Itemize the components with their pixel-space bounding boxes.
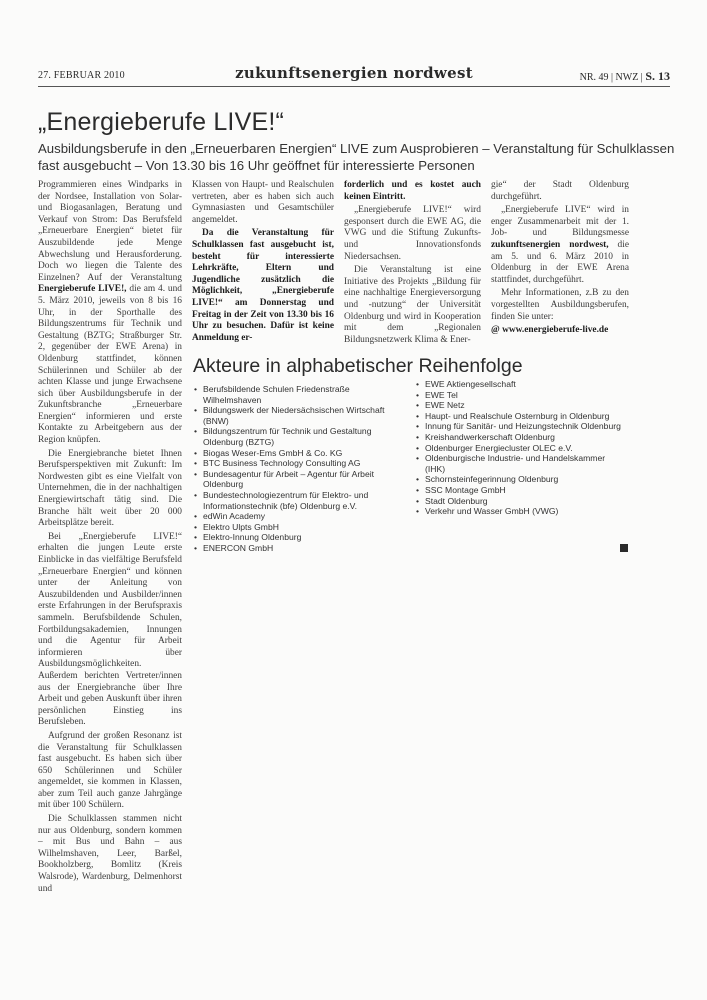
paragraph [491,205,629,286]
list-item: • Kreishandwerkerschaft Oldenburg [415,432,625,443]
text: die am 4. und 5. März 2010, jeweils von 8 bis 16 Uhr, in der Sporthalle des Bildungszentrums für Technik und Gestaltung (BZTG; Straßburger Str. 2, gegenüber der EWE Arena) in Oldenburg stattfindet, können Schülerinnen und Schüler ab der achten Klasse und junge Erwachsene sich über Ausbildungsberufe in der Zukunftsbranche „Erneuerbare Energien“ informieren und erste Kontakte zu Arbeitgebern aus der Region knüpfen. [38,284,182,446]
list-item: • Oldenburgische Industrie- und Handelskammer (IHK) [415,453,625,474]
paragraph: Bei „Energieberufe LIVE!“ erhalten die jungen Leute erste Einblicke in das vielfältige Berufsfeld „Erneuerbare Energien“ und können unter der Anleitung von Auszubildenden und Ausbilder/innen erste Erfahrungen in der Berufspraxis sammeln. Berufsbildende Schulen, Fortbildungsakademien, Innungen und die Agentur für Arbeit informieren über Ausbildungsmöglichkeiten. Außerdem berichten Vertreter/innen aus der Energiebranche über Ihre Arbeit und geben Auskunft über ihren persönlichen Einstieg ins Berufsleben. [38,531,182,728]
article-column-4 [491,180,629,339]
bold-paragraph [192,228,334,344]
list-item: • edWin Academy [193,511,408,522]
bold-text: Energieberufe LIVE!, [38,284,127,295]
list-item: • Elektro Ulpts GmbH [193,522,408,533]
text: „Energieberufe LIVE“ wird in enger Zusammenarbeit mit der 1. Job- und Bildungsmesse [491,205,629,239]
list-item: • BTC Business Technology Consulting AG [193,458,408,469]
bold-paragraph [344,180,481,203]
list-item: • Bundesagentur für Arbeit – Agentur für Arbeit Oldenburg [193,469,408,490]
bold-text: Da die Veranstaltung für Schulklassen fast ausgebucht ist, besteht für interessierte Lehrkräfte, Eltern und Jugendliche zusätzlich die Möglichkeit, „Energieberufe LIVE!“ am Donnerstag und Freitag in der Zeit von 13.30 bis 16 Uhr zu besuchen. Dafür ist keine Anmeldung er- [192,228,334,343]
list-item: • Verkehr und Wasser GmbH (VWG) [415,506,625,517]
text: die am 5. und 6. März 2010 in Oldenburg in der EWE Arena stattfindet, durchgeführt. [491,239,629,285]
issue-info [580,69,670,84]
list-item: • Oldenburger Energiecluster OLEC e.V. [415,443,625,454]
list-item: • Stadt Oldenburg [415,496,625,507]
paragraph: Die Schulklassen stammen nicht nur aus Oldenburg, sondern kommen – mit Bus und Bahn – aus Wilhelmshaven, Leer, Barßel, Bookholzberg, Bomlitz (Kreis Walsrode), Wardenburg, Delmenhorst und [38,814,182,894]
list-item: • EWE Aktiengesellschaft [415,379,625,390]
akteure-heading: Akteure in alphabetischer Reihenfolge [193,355,523,377]
bold-text: forderlich und es kostet auch keinen Eintritt. [344,180,481,202]
article-column-2 [192,180,334,346]
list-item: • ENERCON GmbH [193,543,408,554]
paragraph: Die Energiebranche bietet Ihnen Berufsperspektiven mit Zukunft: Im Nordwesten gibt es eine Vielfalt von Unternehmen, die in der nachhaltigen Energiewirtschaft tätig sind. Die Branche hält weit über 20 000 Arbeitsplätze bereit. [38,448,182,529]
list-item: • Bundestechnologiezentrum für Elektro- und Informationstechnik (bfe) Oldenburg e.V. [193,490,408,511]
list-item: • Bildungszentrum für Technik und Gestaltung Oldenburg (BZTG) [193,426,408,447]
list-item: • SSC Montage GmbH [415,485,625,496]
website-link[interactable]: @ www.energieberufe-live.de [491,325,609,336]
page-header [38,66,670,84]
masthead: zukunftsenergien nordwest [235,64,473,82]
article-headline: „Energieberufe LIVE!“ [38,108,284,136]
article-column-3 [344,180,481,348]
paragraph: Klassen von Haupt- und Realschulen vertreten, aber es haben sich auch Gymnasiasten und Gesamtschüler angemeldet. [192,180,334,225]
list-item: • EWE Netz [415,400,625,411]
end-of-article-mark [620,544,628,552]
paragraph: gie“ der Stadt Oldenburg durchgeführt. [491,180,629,202]
list-item: • Elektro-Innung Oldenburg [193,532,408,543]
article-subhead: Ausbildungsberufe in den „Erneuerbaren Energien“ LIVE zum Ausprobieren – Veranstaltung für Schulklassen fast ausgebucht – Von 13.30 bis 16 Uhr geöffnet für interessierte Personen [38,141,675,173]
paragraph: Die Veranstaltung ist eine Initiative des Projekts „Bildung für eine nachhaltige Energieversorgung und -nutzung“ der Universität Oldenburg und wird in Kooperation mit dem „Regionalen Bildungsnetzwerk Klima & Ener- [344,265,481,345]
url-paragraph [491,325,629,337]
list-item: • Berufsbildende Schulen Friedenstraße Wilhelmshaven [193,384,408,405]
akteure-list-left [193,384,408,554]
list-item: • Biogas Weser-Ems GmbH & Co. KG [193,448,408,459]
list-item: • Haupt- und Realschule Osternburg in Oldenburg [415,411,625,422]
header-rule [38,86,670,87]
list-item: • Bildungswerk der Niedersächsischen Wirtschaft (BNW) [193,405,408,426]
issue-date: 27. FEBRUAR 2010 [38,70,125,81]
bold-text: zukunftsenergien nordwest, [491,239,609,250]
paragraph [38,180,182,447]
issue-number: NR. 49 | NWZ | [579,72,643,83]
paragraph: „Energieberufe LIVE!“ wird gesponsert durch die EWE AG, die VWG und die Stiftung Zukunfts- und Innovationsfonds Niedersachsen. [344,205,481,262]
text: Programmieren eines Windparks in der Nordsee, Installation von Solar- und Biogasanlagen, Beratung und Verkauf von Strom: Das Berufsfeld „Erneuerbare Energien“ bietet für Auszubildende jede Menge Abwechslung und Herausforderung. Doch wo liegen die Talente des Einzelnen? Auf der Veranstaltung [38,180,182,283]
article-column-1 [38,180,182,897]
list-item: • EWE Tel [415,390,625,401]
list-item: • Innung für Sanitär- und Heizungstechnik Oldenburg [415,421,625,432]
page-number: S. 13 [645,69,670,83]
akteure-list-right [415,379,625,517]
paragraph: Mehr Informationen, z.B zu den vorgestellten Ausbildungsberufen, finden Sie unter: [491,288,629,322]
list-item: • Schornsteinfegerinnung Oldenburg [415,474,625,485]
paragraph: Aufgrund der großen Resonanz ist die Veranstaltung für Schulklassen fast ausgebucht. Es haben sich über 650 Schülerinnen und Schüler angemeldet, sie kommen in Klassen, aber zum Teil auch ganze Jahrgänge mit über 100 Schülern. [38,730,182,811]
